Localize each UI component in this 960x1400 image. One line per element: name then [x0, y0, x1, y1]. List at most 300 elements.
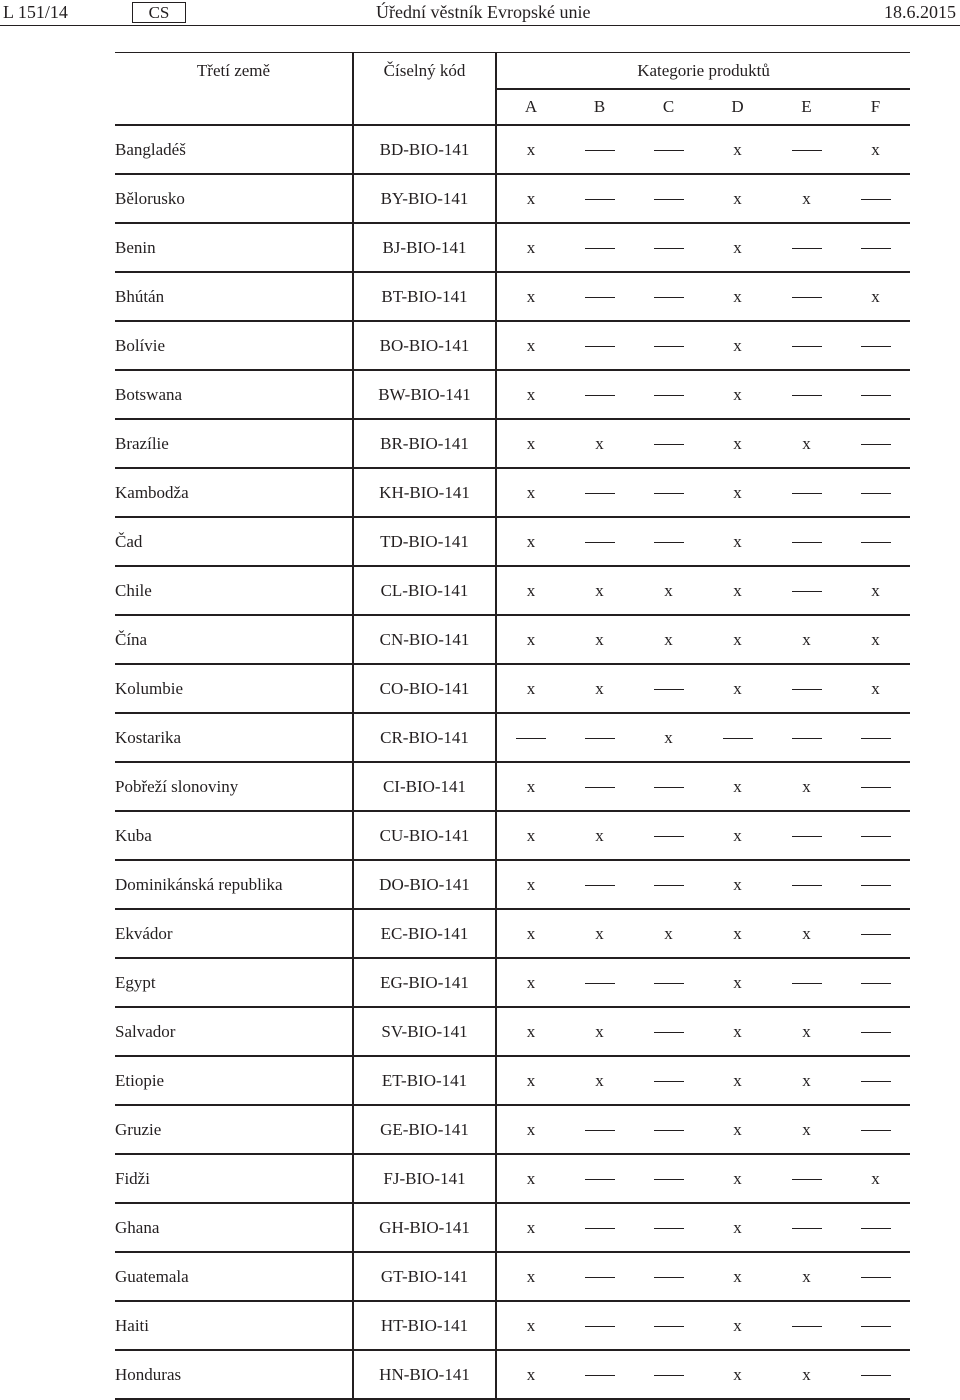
country-name: Bangladéš [115, 125, 353, 174]
dash-mark [861, 836, 891, 838]
dash-mark [654, 983, 684, 985]
table-row [115, 370, 910, 419]
table-row [115, 321, 910, 370]
code-number: CN-BIO-141 [353, 615, 496, 664]
category-d-mark: x [703, 762, 772, 811]
table-row [115, 1252, 910, 1301]
category-b-mark: x [565, 1007, 634, 1056]
dash-mark [861, 199, 891, 201]
category-a-mark: x [496, 174, 565, 223]
dash-mark [654, 1130, 684, 1132]
country-name: Kostarika [115, 713, 353, 762]
header-country-empty [115, 89, 353, 125]
category-b-dash [565, 174, 634, 223]
code-number: BW-BIO-141 [353, 370, 496, 419]
dash-mark [585, 395, 615, 397]
dash-mark [792, 836, 822, 838]
category-b-dash [565, 272, 634, 321]
category-f-mark: x [841, 1154, 910, 1203]
category-c-dash [634, 223, 703, 272]
table-row [115, 958, 910, 1007]
code-number: BO-BIO-141 [353, 321, 496, 370]
category-a-mark: x [496, 223, 565, 272]
category-f-mark: x [841, 664, 910, 713]
table-row [115, 1203, 910, 1252]
category-a-mark: x [496, 1105, 565, 1154]
page-header [0, 0, 960, 26]
category-f-dash [841, 370, 910, 419]
category-c-mark: x [634, 566, 703, 615]
dash-mark [792, 983, 822, 985]
category-a-mark: x [496, 1154, 565, 1203]
category-d-mark: x [703, 958, 772, 1007]
category-d-mark: x [703, 174, 772, 223]
category-a-mark: x [496, 272, 565, 321]
dash-mark [861, 1130, 891, 1132]
dash-mark [861, 1277, 891, 1279]
dash-mark [585, 1326, 615, 1328]
code-number: EG-BIO-141 [353, 958, 496, 1007]
table-row [115, 1056, 910, 1105]
dash-mark [585, 542, 615, 544]
dash-mark [792, 1228, 822, 1230]
table-row [115, 762, 910, 811]
country-name: Dominikánská republika [115, 860, 353, 909]
category-b-dash [565, 370, 634, 419]
country-name: Egypt [115, 958, 353, 1007]
category-b-mark: x [565, 664, 634, 713]
category-d-dash [703, 713, 772, 762]
dash-mark [654, 248, 684, 250]
code-number: CU-BIO-141 [353, 811, 496, 860]
category-b-dash [565, 1105, 634, 1154]
category-f-mark: x [841, 566, 910, 615]
category-c-dash [634, 860, 703, 909]
category-e-mark: x [772, 1105, 841, 1154]
header-country: Třetí země [196, 61, 271, 80]
code-number: BJ-BIO-141 [353, 223, 496, 272]
dash-mark [792, 885, 822, 887]
category-b-mark: x [565, 909, 634, 958]
category-b-mark: x [565, 1056, 634, 1105]
category-e-dash [772, 958, 841, 1007]
category-b-dash [565, 1252, 634, 1301]
category-e-dash [772, 713, 841, 762]
code-number: GT-BIO-141 [353, 1252, 496, 1301]
category-b-dash [565, 762, 634, 811]
dash-mark [654, 1277, 684, 1279]
header-category-b: B [565, 89, 634, 125]
category-a-mark: x [496, 517, 565, 566]
dash-mark [585, 493, 615, 495]
country-name: Botswana [115, 370, 353, 419]
country-name: Benin [115, 223, 353, 272]
category-a-mark: x [496, 370, 565, 419]
category-f-dash [841, 1350, 910, 1399]
category-b-dash [565, 958, 634, 1007]
dash-mark [654, 787, 684, 789]
code-number: KH-BIO-141 [353, 468, 496, 517]
category-d-mark: x [703, 223, 772, 272]
category-f-mark: x [841, 125, 910, 174]
journal-title: Úřední věstník Evropské unie [376, 2, 591, 22]
category-c-dash [634, 1154, 703, 1203]
category-d-mark: x [703, 1252, 772, 1301]
country-name: Čína [115, 615, 353, 664]
category-b-mark: x [565, 419, 634, 468]
category-b-dash [565, 1350, 634, 1399]
table-row [115, 1301, 910, 1350]
publication-date: 18.6.2015 [884, 2, 956, 22]
category-f-dash [841, 223, 910, 272]
header-category-e: E [772, 89, 841, 125]
dash-mark [792, 1179, 822, 1181]
category-a-mark: x [496, 615, 565, 664]
dash-mark [654, 689, 684, 691]
country-name: Etiopie [115, 1056, 353, 1105]
table-row [115, 1154, 910, 1203]
category-a-mark: x [496, 1252, 565, 1301]
category-f-dash [841, 713, 910, 762]
page-number: L 151/14 [3, 2, 68, 22]
code-number: BR-BIO-141 [353, 419, 496, 468]
category-f-dash [841, 1301, 910, 1350]
category-f-dash [841, 762, 910, 811]
dash-mark [585, 885, 615, 887]
category-f-dash [841, 909, 910, 958]
header-code: Číselný kód [353, 53, 496, 90]
category-a-mark: x [496, 419, 565, 468]
table-row [115, 125, 910, 174]
code-number: CI-BIO-141 [353, 762, 496, 811]
category-b-dash [565, 860, 634, 909]
category-a-mark: x [496, 1203, 565, 1252]
dash-mark [585, 346, 615, 348]
category-e-mark: x [772, 615, 841, 664]
table-row [115, 1350, 910, 1399]
dash-mark [861, 1375, 891, 1377]
dash-mark [585, 1130, 615, 1132]
category-e-dash [772, 125, 841, 174]
category-d-mark: x [703, 664, 772, 713]
dash-mark [723, 738, 753, 740]
country-name: Čad [115, 517, 353, 566]
country-name: Bělorusko [115, 174, 353, 223]
category-c-dash [634, 321, 703, 370]
header-rule [0, 25, 960, 26]
category-c-dash [634, 958, 703, 1007]
category-c-dash [634, 664, 703, 713]
category-c-dash [634, 1203, 703, 1252]
code-number: CO-BIO-141 [353, 664, 496, 713]
category-d-mark: x [703, 517, 772, 566]
category-a-mark: x [496, 762, 565, 811]
category-d-mark: x [703, 272, 772, 321]
table-row [115, 1007, 910, 1056]
table-row [115, 517, 910, 566]
dash-mark [792, 493, 822, 495]
category-e-dash [772, 223, 841, 272]
category-d-mark: x [703, 909, 772, 958]
dash-mark [861, 1228, 891, 1230]
code-number: CL-BIO-141 [353, 566, 496, 615]
dash-mark [861, 1081, 891, 1083]
header-category-c: C [634, 89, 703, 125]
dash-mark [792, 591, 822, 593]
category-f-dash [841, 860, 910, 909]
dash-mark [654, 542, 684, 544]
category-b-dash [565, 468, 634, 517]
category-e-mark: x [772, 174, 841, 223]
table-row [115, 909, 910, 958]
category-f-dash [841, 1056, 910, 1105]
category-a-mark: x [496, 811, 565, 860]
category-b-dash [565, 713, 634, 762]
dash-mark [654, 395, 684, 397]
code-number: FJ-BIO-141 [353, 1154, 496, 1203]
category-f-dash [841, 1252, 910, 1301]
dash-mark [654, 885, 684, 887]
category-d-mark: x [703, 566, 772, 615]
category-f-dash [841, 419, 910, 468]
dash-mark [654, 493, 684, 495]
category-b-mark: x [565, 615, 634, 664]
category-e-mark: x [772, 762, 841, 811]
dash-mark [861, 787, 891, 789]
category-c-dash [634, 272, 703, 321]
dash-mark [654, 346, 684, 348]
category-e-dash [772, 517, 841, 566]
category-d-mark: x [703, 321, 772, 370]
category-d-mark: x [703, 1105, 772, 1154]
category-c-dash [634, 517, 703, 566]
category-e-dash [772, 468, 841, 517]
category-a-mark: x [496, 664, 565, 713]
category-d-mark: x [703, 1350, 772, 1399]
dash-mark [792, 689, 822, 691]
dash-mark [585, 983, 615, 985]
table-row [115, 174, 910, 223]
category-b-mark: x [565, 811, 634, 860]
dash-mark [585, 150, 615, 152]
country-name: Kolumbie [115, 664, 353, 713]
category-f-dash [841, 517, 910, 566]
category-e-dash [772, 1154, 841, 1203]
dash-mark [792, 150, 822, 152]
code-number: BY-BIO-141 [353, 174, 496, 223]
table-row [115, 419, 910, 468]
dash-mark [654, 444, 684, 446]
category-d-mark: x [703, 419, 772, 468]
category-f-dash [841, 1105, 910, 1154]
country-name: Ghana [115, 1203, 353, 1252]
code-number: ET-BIO-141 [353, 1056, 496, 1105]
table-row [115, 713, 910, 762]
dash-mark [654, 1375, 684, 1377]
dash-mark [654, 1326, 684, 1328]
category-a-mark: x [496, 566, 565, 615]
dash-mark [516, 738, 546, 740]
category-a-mark: x [496, 1007, 565, 1056]
dash-mark [654, 1032, 684, 1034]
dash-mark [654, 199, 684, 201]
category-c-dash [634, 762, 703, 811]
category-a-mark: x [496, 125, 565, 174]
dash-mark [585, 787, 615, 789]
category-a-dash [496, 713, 565, 762]
category-e-dash [772, 321, 841, 370]
category-a-mark: x [496, 321, 565, 370]
country-name: Honduras [115, 1350, 353, 1399]
country-name: Ekvádor [115, 909, 353, 958]
dash-mark [792, 248, 822, 250]
code-number: TD-BIO-141 [353, 517, 496, 566]
code-number: GH-BIO-141 [353, 1203, 496, 1252]
table-row [115, 615, 910, 664]
category-f-dash [841, 1007, 910, 1056]
dash-mark [792, 1326, 822, 1328]
category-b-mark: x [565, 566, 634, 615]
table-subheader-row [115, 89, 910, 125]
dash-mark [654, 836, 684, 838]
country-name: Chile [115, 566, 353, 615]
category-b-dash [565, 1203, 634, 1252]
header-category-a: A [496, 89, 565, 125]
category-d-mark: x [703, 615, 772, 664]
code-number: CR-BIO-141 [353, 713, 496, 762]
language-code-box: CS [132, 2, 186, 23]
category-c-dash [634, 174, 703, 223]
category-e-dash [772, 664, 841, 713]
category-e-mark: x [772, 909, 841, 958]
category-c-mark: x [634, 909, 703, 958]
category-f-dash [841, 1203, 910, 1252]
dash-mark [861, 444, 891, 446]
category-c-dash [634, 1105, 703, 1154]
category-f-dash [841, 321, 910, 370]
category-a-mark: x [496, 860, 565, 909]
category-b-dash [565, 1154, 634, 1203]
header-category-d: D [703, 89, 772, 125]
category-e-dash [772, 1301, 841, 1350]
category-e-dash [772, 1203, 841, 1252]
country-name: Kambodža [115, 468, 353, 517]
dash-mark [585, 1277, 615, 1279]
category-b-dash [565, 321, 634, 370]
category-b-dash [565, 517, 634, 566]
table-body [115, 125, 910, 1399]
category-f-dash [841, 958, 910, 1007]
category-c-dash [634, 1301, 703, 1350]
category-f-dash [841, 811, 910, 860]
header-category-f: F [841, 89, 910, 125]
third-country-table [115, 52, 910, 1400]
dash-mark [861, 395, 891, 397]
category-c-dash [634, 1252, 703, 1301]
country-name: Guatemala [115, 1252, 353, 1301]
dash-mark [861, 738, 891, 740]
category-b-dash [565, 223, 634, 272]
table-row [115, 1105, 910, 1154]
country-name: Haiti [115, 1301, 353, 1350]
category-c-dash [634, 1056, 703, 1105]
category-d-mark: x [703, 1301, 772, 1350]
category-e-mark: x [772, 1350, 841, 1399]
header-categories: Kategorie produktů [496, 53, 910, 90]
category-e-mark: x [772, 419, 841, 468]
code-number: EC-BIO-141 [353, 909, 496, 958]
dash-mark [861, 983, 891, 985]
category-c-dash [634, 370, 703, 419]
category-c-mark: x [634, 615, 703, 664]
category-c-dash [634, 419, 703, 468]
category-f-mark: x [841, 272, 910, 321]
category-a-mark: x [496, 1350, 565, 1399]
code-number: HT-BIO-141 [353, 1301, 496, 1350]
dash-mark [654, 1081, 684, 1083]
dash-mark [585, 297, 615, 299]
category-c-dash [634, 1007, 703, 1056]
category-f-dash [841, 468, 910, 517]
dash-mark [654, 1228, 684, 1230]
category-d-mark: x [703, 1154, 772, 1203]
category-a-mark: x [496, 1056, 565, 1105]
table-row [115, 566, 910, 615]
country-name: Salvador [115, 1007, 353, 1056]
code-number: BT-BIO-141 [353, 272, 496, 321]
category-f-mark: x [841, 615, 910, 664]
table-row [115, 860, 910, 909]
dash-mark [585, 1179, 615, 1181]
category-f-dash [841, 174, 910, 223]
table-row [115, 664, 910, 713]
dash-mark [585, 1375, 615, 1377]
dash-mark [792, 346, 822, 348]
code-number: DO-BIO-141 [353, 860, 496, 909]
country-name: Kuba [115, 811, 353, 860]
category-a-mark: x [496, 909, 565, 958]
category-e-dash [772, 370, 841, 419]
category-e-mark: x [772, 1007, 841, 1056]
category-e-dash [772, 860, 841, 909]
category-c-dash [634, 811, 703, 860]
dash-mark [792, 297, 822, 299]
country-name: Fidži [115, 1154, 353, 1203]
category-c-dash [634, 1350, 703, 1399]
dash-mark [861, 346, 891, 348]
table-row [115, 272, 910, 321]
category-d-mark: x [703, 811, 772, 860]
code-number: BD-BIO-141 [353, 125, 496, 174]
code-number: SV-BIO-141 [353, 1007, 496, 1056]
category-d-mark: x [703, 1203, 772, 1252]
dash-mark [654, 297, 684, 299]
dash-mark [861, 1032, 891, 1034]
dash-mark [654, 150, 684, 152]
category-d-mark: x [703, 1056, 772, 1105]
category-e-dash [772, 272, 841, 321]
dash-mark [792, 542, 822, 544]
table-header-row [115, 53, 910, 90]
dash-mark [585, 248, 615, 250]
dash-mark [861, 542, 891, 544]
dash-mark [861, 885, 891, 887]
dash-mark [654, 1179, 684, 1181]
dash-mark [585, 1228, 615, 1230]
table-row [115, 468, 910, 517]
category-a-mark: x [496, 468, 565, 517]
dash-mark [861, 934, 891, 936]
